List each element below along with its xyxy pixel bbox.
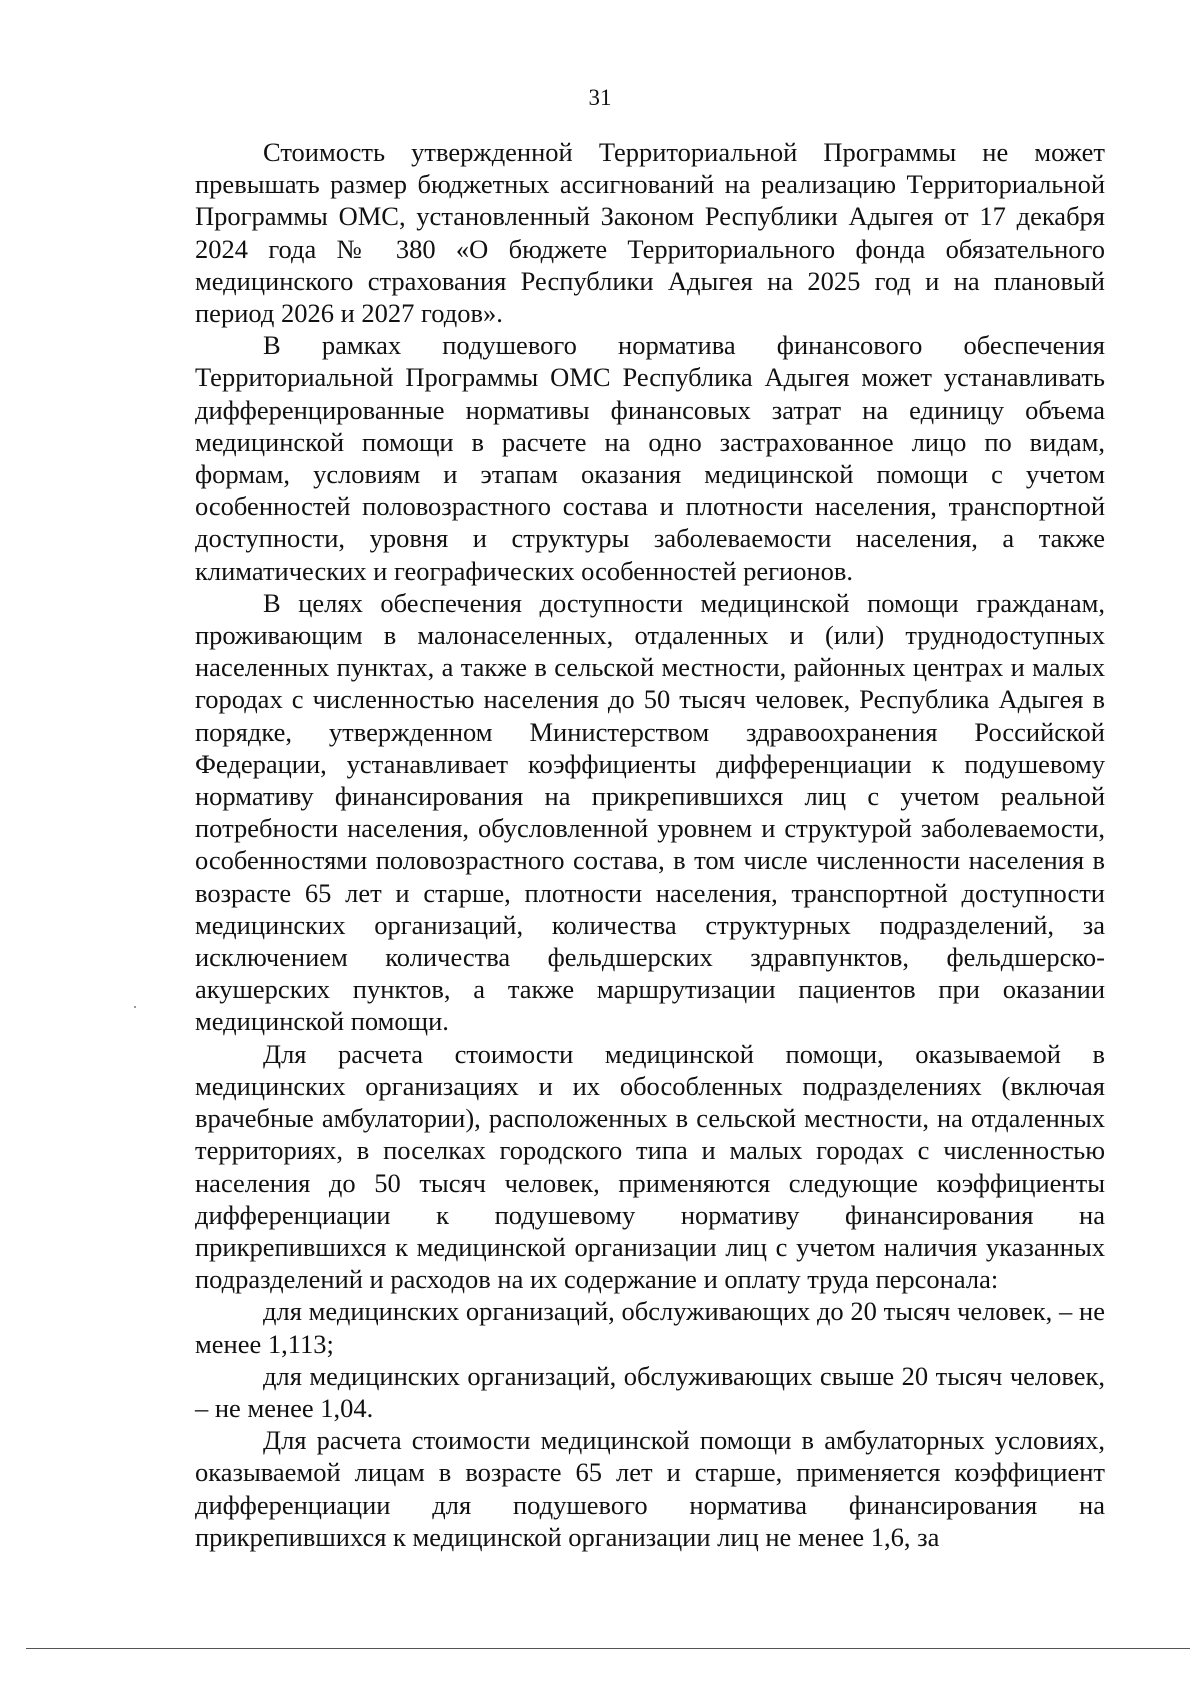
paragraph-coefficient-over-20k: для медицинских организаций, обслуживающих свыше 20 тысяч человек, – не менее 1,04. bbox=[195, 1360, 1105, 1423]
footer-divider bbox=[26, 1648, 1190, 1649]
paragraph-differentiated-norms: В рамках подушевого норматива финансового обеспечения Территориальной Программы ОМС Республика Адыгея может устанавливать дифференцированные нормативы финансовых затрат на единицу объема медицинской помощи в расчете на одно застрахованное лицо по видам, формам, условиям и этапам оказания медицинской помощи с учетом особенностей половозрастного состава и плотности населения, транспортной доступности, уровня и структуры заболеваемости населения, а также климатических и географических особенностей регионов. bbox=[195, 330, 1105, 586]
paragraph-rural-cost-calculation: Для расчета стоимости медицинской помощи, оказываемой в медицинских организациях и их обособленных подразделениях (включая врачебные амбулатории), расположенных в сельской местности, на отдаленных территориях, в поселках городского типа и малых городах с численностью населения до 50 тысяч человек, применяются следующие коэффициенты дифференциации к подушевому нормативу финансирования на прикрепившихся к медицинской организации лиц с учетом наличия указанных подразделений и расходов на их содержание и оплату труда персонала: bbox=[195, 1038, 1105, 1295]
scan-speck bbox=[134, 1006, 136, 1008]
document-body bbox=[195, 136, 1105, 1553]
paragraph-ambulatory-65-plus: Для расчета стоимости медицинской помощи в амбулаторных условиях, оказываемой лицам в возрасте 65 лет и старше, применяется коэффициент дифференциации для подушевого норматива финансирования на прикрепившихся к медицинской организации лиц не менее 1,6, за bbox=[195, 1425, 1105, 1552]
paragraph-coefficient-up-to-20k: для медицинских организаций, обслуживающих до 20 тысяч человек, – не менее 1,113; bbox=[195, 1296, 1105, 1359]
paragraph-budget-limit: Стоимость утвержденной Территориальной Программы не может превышать размер бюджетных ассигнований на реализацию Территориальной Программы ОМС, установленный Законом Республики Адыгея от 17 декабря 2024 года № 380 «О бюджете Территориального фонда обязательного медицинского страхования Республики Адыгея на 2025 год и на плановый период 2026 и 2027 годов». bbox=[195, 137, 1105, 329]
page-number: 31 bbox=[588, 85, 612, 110]
paragraph-accessibility-coefficients: В целях обеспечения доступности медицинской помощи гражданам, проживающим в малонаселенных, отдаленных и (или) труднодоступных населенных пунктах, а также в сельской местности, районных центрах и малых городах с численностью населения до 50 тысяч человек, Республика Адыгея в порядке, утвержденном Министерством здравоохранения Российской Федерации, устанавливает коэффициенты дифференциации к подушевому нормативу финансирования на прикрепившихся лиц с учетом реальной потребности населения, обусловленной уровнем и структурой заболеваемости, особенностями половозрастного состава, в том числе численности населения в возрасте 65 лет и старше, плотности населения, транспортной доступности медицинских организаций, количества структурных подразделений, за исключением количества фельдшерских здравпунктов, фельдшерско-акушерских пунктов, а также маршрутизации пациентов при оказании медицинской помощи. bbox=[195, 587, 1105, 1037]
